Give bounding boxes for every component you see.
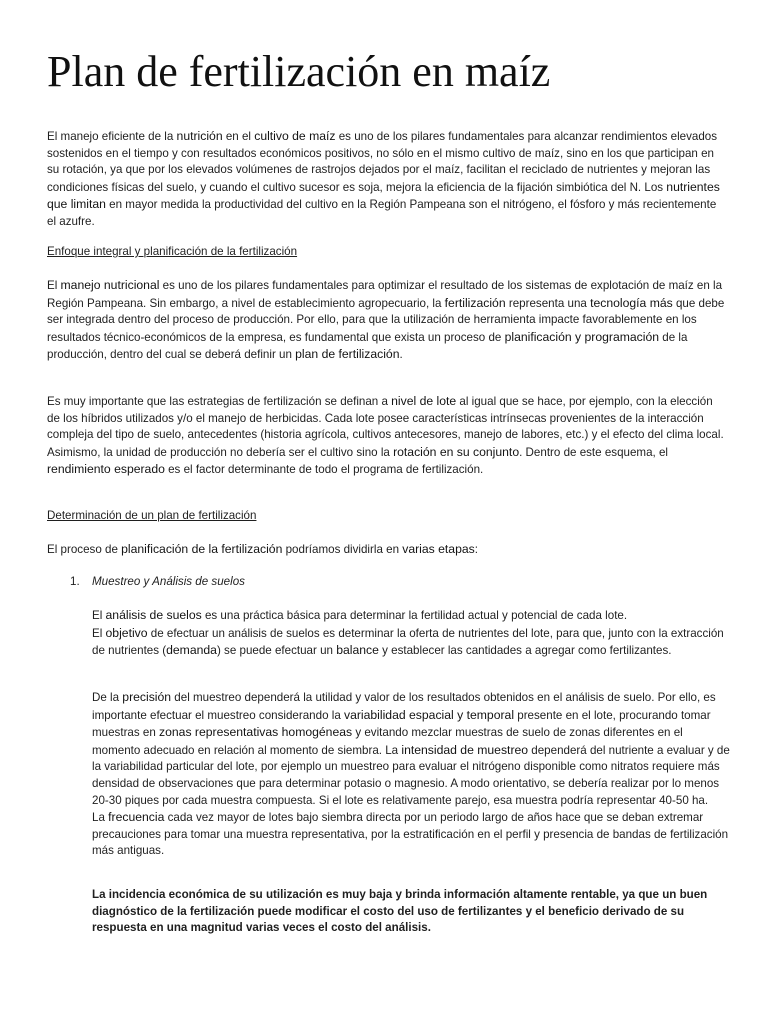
list-item-number: 1. [70,575,80,588]
keyword: manejo nutricional [60,278,160,292]
keyword: precisión [122,690,172,704]
text-run: : [474,543,478,556]
text-run: presente en el lote, procurando tomar muestras en [92,708,711,740]
keyword: variabilidad espacial y temporal [343,707,515,722]
text-run: ) se puede efectuar un [216,644,337,658]
list-item-paragraph-b [92,689,732,860]
text-run: El [92,609,106,622]
section1-paragraph-2 [47,393,727,479]
text-run: es uno de los pilares fundamentales para optimizar el resultado de los sistemas de explotación de maíz en la Región Pampeana. Sin embargo, a nivel de establecimiento agropecuario, la [47,279,723,310]
text-run: es uno de los pilares fundamentales para alcanzar rendimientos elevados sostenidos en el tiempo y con resultados económicos positivos, no sólo en el mismo cultivo de maíz, sino en los que participan en su rotación, ya que por los elevados volúmenes de rastrojos dejados por el maíz, facilitan el reciclado de nutrientes y mejoran las condiciones físicas del suelo, y cuando el cultivo sucesor es soja, mejora la eficiencia de la fijación simbiótica del N. Los [47,130,718,194]
list-item-paragraph-c-bold: La incidencia económica de su utilización es muy baja y brinda información altamente rentable, ya que un buen diagnóstico de la fertilización puede modificar el costo del uso de fertilizantes y el beneficio derivado de su respuesta en una magnitud varias veces el costo del análisis. [92,888,708,935]
section-heading-determinacion: Determinación de un plan de fertilización [47,509,257,522]
text-run: . [399,348,403,362]
keyword: rendimiento esperado [47,462,165,477]
keyword: nivel de lote [391,394,457,408]
keyword: frecuencia [108,810,165,825]
keyword: cultivo de maíz [254,129,336,143]
text-run: es el factor determinante de todo el programa de fertilización. [164,463,484,477]
text-run: La [92,811,109,825]
keyword: zonas representativas homogéneas [159,725,353,740]
keyword: demanda [166,643,217,658]
text-run: que debe ser integrada dentro del proceso de producción. Por ello, para que la utilización de herramienta impacte favorablemente en los resultados técnico-económicos de la empresa, es fundamental que exista un proceso de [47,296,725,344]
text-run: dependerá del nutriente a evaluar y de la variabilidad particular del lote, por ejemplo un muestreo para evaluar el nitrógeno disponible como nitratos requiere más densidad de observaciones que para determinar potasio o magnesio. A modo orientativo, se debería realizar por lo menos 20-30 piques por cada muestra compuesta. Si el lote es relativamente parejo, esa muestra podría representar 40-50 ha. [92,743,730,807]
keyword: nutrición [176,129,223,143]
text-run: al igual que se hace, por ejemplo, con la elección de los híbridos utilizados y/o el manejo de herbicidas. Cada lote posee características intrínsecas provenientes de la interacción compleja del tipo de suelo, antecedentes (historia agrícola, cultivos antecesores, manejo de labores, etc.) y el efecto del clima local. Asimismo, la unidad de producción no debería ser el cultivo sino la [47,395,724,459]
text-run: podríamos dividirla en [282,543,403,556]
text-run: de la producción, dentro del cual se deberá definir un [47,330,688,362]
keyword: rotación en su conjunto [393,444,520,459]
text-run: De la [92,691,123,704]
page-title: Plan de fertilización en maíz [47,47,551,96]
text-run: del muestreo dependerá la utilidad y valor de los resultados obtenidos en el análisis de suelo. Por ello, es importante efectuar el muestreo considerando la [92,691,716,722]
keyword: tecnología más [590,295,673,310]
section-heading-enfoque: Enfoque integral y planificación de la fertilización [47,245,298,258]
text-run: en el [222,130,255,143]
text-run: es una práctica básica para determinar la fertilidad actual y potencial de cada lote. [201,609,628,622]
text-run: . Dentro de este esquema, el [519,445,668,459]
text-run: El [92,626,106,640]
list-item-paragraph-a [92,607,732,660]
keyword: fertilización [444,295,506,310]
text-run: El manejo eficiente de la [47,130,177,143]
keyword: nutrientes que limitan [47,179,720,212]
keyword: intensidad de muestreo [401,742,529,757]
keyword: planificación de la fertilización [121,542,283,556]
text-run: El [47,279,61,292]
text-run: y evitando mezclar muestras de suelo de zonas diferentes en el momento adecuado en relación al momento de siembra. La [92,726,683,757]
keyword: objetivo [105,625,148,640]
text-run: cada vez mayor de lotes bajo siembra directa por un periodo largo de años hace que se deban extremar precauciones para tomar una muestra representativa, por la estratificación en el perfil y presencia de bandas de fertilización más antiguas. [92,811,729,858]
text-run: Es muy importante que las estrategias de fertilización se definan a [47,395,392,408]
keyword: varias etapas [402,542,475,556]
keyword: plan de fertilización [295,347,400,362]
section2-paragraph [47,541,727,559]
intro-paragraph [47,128,727,231]
text-run: de efectuar un análisis de suelos es determinar la oferta de nutrientes del lote, para que, junto con la extracción de nutrientes ( [92,626,724,658]
keyword: planificación y programación [504,329,660,344]
keyword: balance [336,643,379,658]
text-run: representa una [505,296,591,310]
text-run: El proceso de [47,543,122,556]
text-run: y establecer las cantidades a agregar como fertilizantes. [378,644,672,658]
section1-paragraph-1 [47,277,727,364]
keyword: análisis de suelos [105,608,202,622]
text-run: en mayor medida la productividad del cultivo en la Región Pampeana son el nitrógeno, el fósforo y más recientemente el azufre. [47,198,717,228]
list-item-title: Muestreo y Análisis de suelos [92,575,245,588]
